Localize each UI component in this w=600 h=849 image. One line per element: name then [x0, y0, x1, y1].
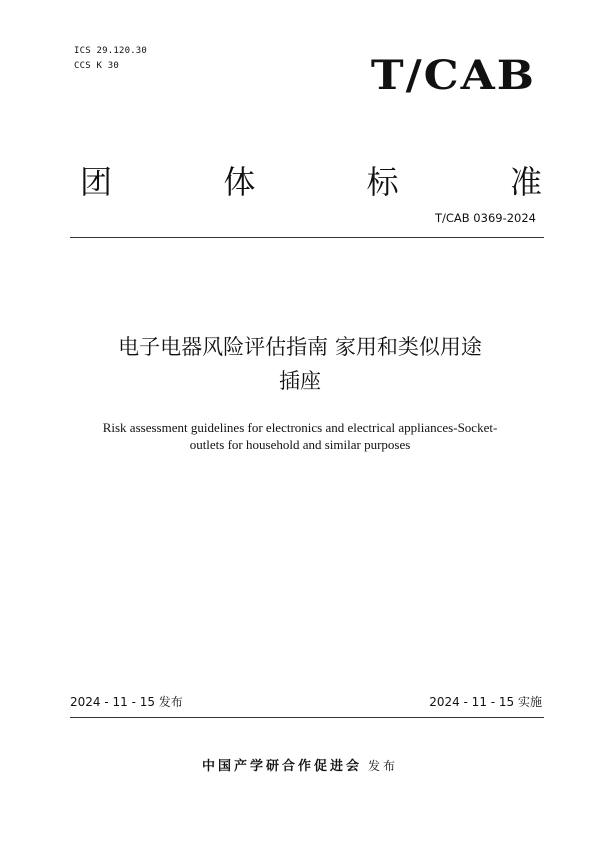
chinese-title: [0, 330, 600, 398]
publish-date: 2024 - 11 - 15 发布: [70, 695, 183, 709]
standard-logo: T/CAB: [370, 52, 536, 100]
issuer-verb: 发布: [368, 759, 399, 773]
implement-date: 2024 - 11 - 15 实施: [429, 695, 542, 709]
issuer-line: [0, 757, 600, 776]
english-title-line: outlets for household and similar purposes: [189, 437, 411, 452]
standard-type-heading: [80, 164, 542, 200]
ccs-code: CCS K 30: [74, 61, 119, 71]
standard-type-char: 团: [80, 163, 113, 201]
classification-codes: [74, 44, 147, 74]
standard-number: T/CAB 0369-2024: [434, 211, 536, 225]
bottom-divider: [70, 717, 544, 718]
english-title-line: Risk assessment guidelines for electronics and electrical appliances-Socket-: [102, 420, 498, 435]
chinese-title-line: 电子电器风险评估指南 家用和类似用途: [118, 335, 482, 359]
standard-type-char: 体: [223, 163, 256, 201]
ics-code: ICS 29.120.30: [74, 46, 148, 56]
issuer-organization: 中国产学研合作促进会: [201, 759, 362, 774]
standard-type-char: 准: [509, 163, 542, 201]
standard-type-char: 标: [366, 163, 399, 201]
english-title: [80, 419, 520, 453]
chinese-title-line: 插座: [279, 369, 321, 393]
top-divider: [70, 237, 544, 238]
